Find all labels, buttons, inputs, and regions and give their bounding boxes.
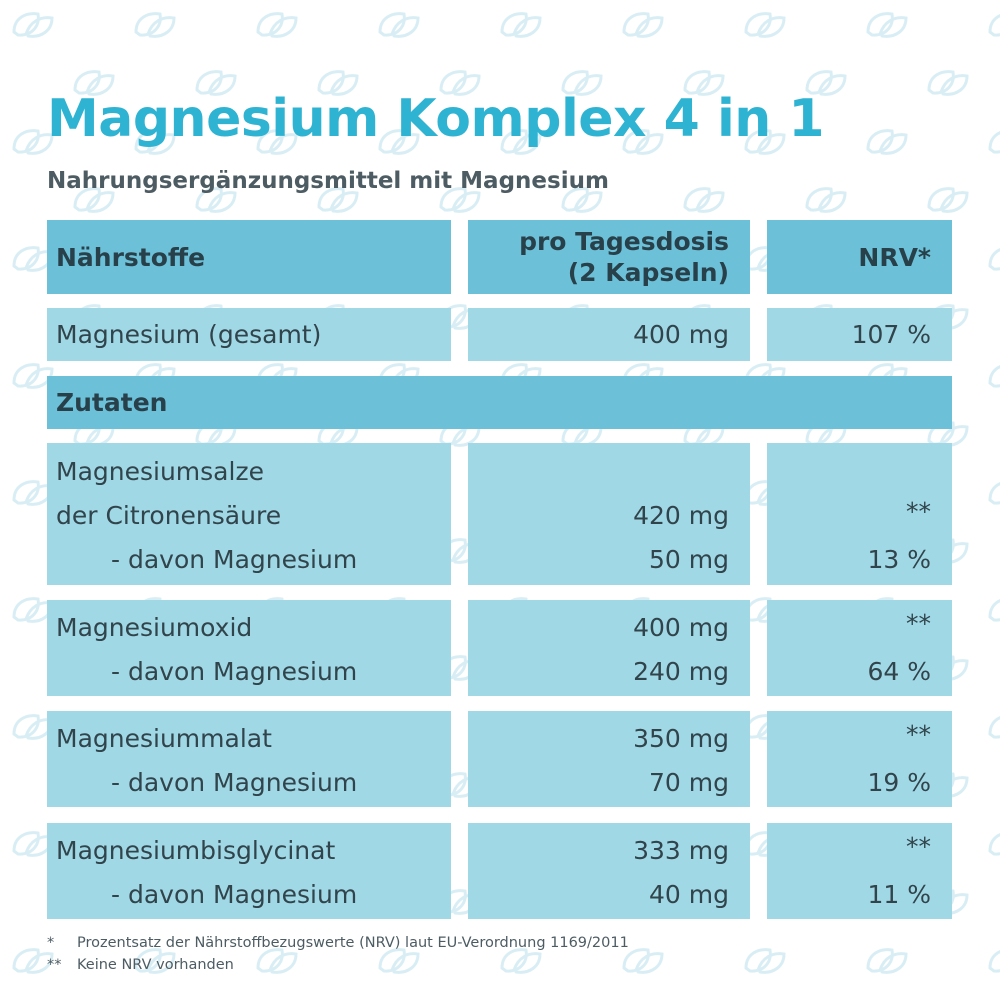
ingredient-2-nrv-cell <box>767 600 952 696</box>
ingredient-2-sub-label: - davon Magnesium <box>111 656 358 686</box>
ingredient-4-nrv: ** <box>906 831 931 861</box>
ingredient-2-amount-cell <box>468 600 750 696</box>
ingredient-1-name-line1: Magnesiumsalze <box>56 456 264 486</box>
ingredient-3-name: Magnesiummalat <box>56 723 272 753</box>
ingredient-2-nrv: ** <box>906 608 931 638</box>
page-subtitle: Nahrungsergänzungsmittel mit Magnesium <box>47 168 609 194</box>
header-per-dose-line2: (2 Kapseln) <box>567 258 729 287</box>
ingredient-4-name-cell <box>47 823 451 919</box>
ingredient-2-name-cell <box>47 600 451 696</box>
ingredient-3-amount: 350 mg <box>633 723 729 753</box>
ingredient-4-name: Magnesiumbisglycinat <box>56 835 336 865</box>
ingredient-1-amount-cell <box>468 443 750 585</box>
ingredient-1-nrv-cell <box>767 443 952 585</box>
ingredient-1-name-line2: der Citronensäure <box>56 500 282 530</box>
ingredient-4-amount-cell <box>468 823 750 919</box>
ingredient-3-sub-label: - davon Magnesium <box>111 767 358 797</box>
footnote-2-text: Keine NRV vorhanden <box>77 957 234 973</box>
ingredient-1-sub-nrv: 13 % <box>867 544 931 574</box>
ingredient-1-sub-label: - davon Magnesium <box>111 544 358 574</box>
footnote-1-mark: * <box>47 935 55 951</box>
ingredient-1-amount: 420 mg <box>633 500 729 530</box>
footnote-1 <box>47 932 629 954</box>
footnotes <box>47 932 629 976</box>
ingredient-3-name-cell <box>47 711 451 807</box>
total-nrv: 107 % <box>767 308 952 361</box>
ingredients-header: Zutaten <box>47 376 952 429</box>
ingredient-1-nrv: ** <box>906 496 931 526</box>
ingredient-3-sub-nrv: 19 % <box>867 767 931 797</box>
header-nutrients: Nährstoffe <box>47 220 451 294</box>
header-per-dose <box>468 220 750 294</box>
ingredient-4-nrv-cell <box>767 823 952 919</box>
footnote-1-text: Prozentsatz der Nährstoffbezugswerte (NRV) laut EU-Verordnung 1169/2011 <box>77 935 629 951</box>
ingredient-3-nrv-cell <box>767 711 952 807</box>
header-per-dose-line1: pro Tagesdosis <box>519 227 729 256</box>
ingredient-4-amount: 333 mg <box>633 835 729 865</box>
ingredient-3-amount-cell <box>468 711 750 807</box>
header-nrv: NRV* <box>767 220 952 294</box>
ingredient-4-sub-label: - davon Magnesium <box>111 879 358 909</box>
ingredient-2-amount: 400 mg <box>633 612 729 642</box>
ingredient-2-name: Magnesiumoxid <box>56 612 253 642</box>
ingredient-2-sub-amount: 240 mg <box>633 656 729 686</box>
ingredient-1-name-cell <box>47 443 451 585</box>
ingredient-1-sub-amount: 50 mg <box>649 544 729 574</box>
ingredient-4-sub-nrv: 11 % <box>867 879 931 909</box>
footnote-2-mark: ** <box>47 957 62 973</box>
ingredient-3-sub-amount: 70 mg <box>649 767 729 797</box>
ingredient-2-sub-nrv: 64 % <box>867 656 931 686</box>
footnote-2 <box>47 954 629 976</box>
total-name: Magnesium (gesamt) <box>47 308 451 361</box>
page-title: Magnesium Komplex 4 in 1 <box>47 89 825 149</box>
ingredient-4-sub-amount: 40 mg <box>649 879 729 909</box>
ingredient-3-nrv: ** <box>906 719 931 749</box>
total-amount: 400 mg <box>468 308 750 361</box>
